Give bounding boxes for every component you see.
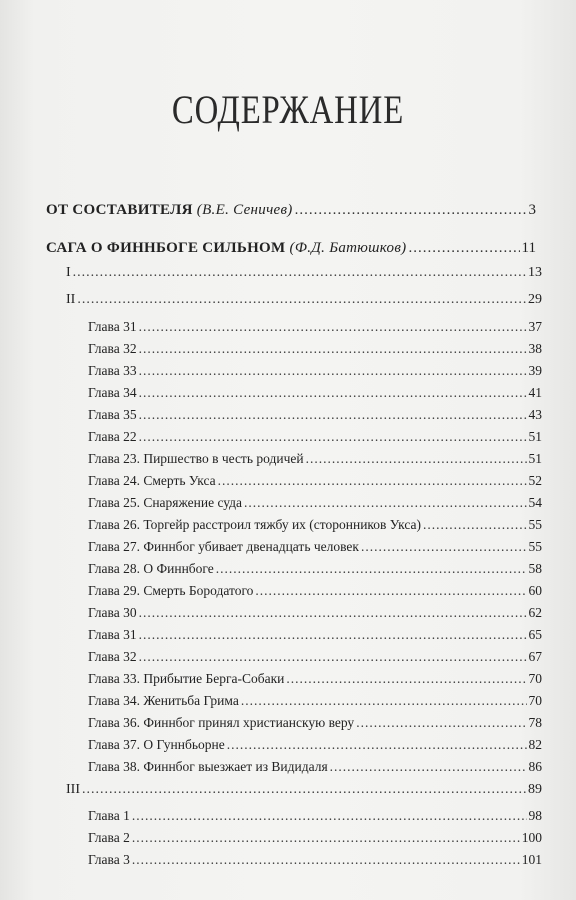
entry-label: Глава 38. Финнбог выезжает из Видидаля — [88, 759, 328, 774]
leader-dots — [139, 341, 527, 357]
toc-chapter[interactable] — [88, 852, 542, 868]
toc-chapter[interactable] — [88, 429, 542, 445]
entry-label: Глава 34 — [88, 385, 137, 400]
leader-dots — [139, 385, 527, 401]
page-number: 86 — [528, 759, 542, 774]
leader-dots — [227, 737, 527, 753]
leader-dots — [356, 715, 526, 731]
section-author: (Ф.Д. Батюшков) — [289, 240, 407, 256]
leader-dots — [139, 319, 527, 335]
page-number: 51 — [528, 429, 542, 444]
toc-chapter[interactable] — [88, 341, 542, 357]
page-number: 89 — [528, 782, 542, 797]
toc-chapter[interactable] — [88, 407, 542, 423]
entry-label: Глава 31 — [88, 627, 137, 642]
section-title: ОТ СОСТАВИТЕЛЯ — [46, 202, 193, 218]
entry-label: Глава 33. Прибытие Берга-Собаки — [88, 671, 285, 686]
leader-dots — [286, 671, 526, 687]
page-number: 43 — [528, 407, 542, 422]
page-number: 41 — [528, 385, 542, 400]
leader-dots — [255, 583, 526, 599]
toc-chapter[interactable] — [88, 605, 542, 621]
leader-dots — [306, 451, 527, 467]
toc-chapter[interactable] — [88, 561, 542, 577]
entry-label: Глава 32 — [88, 649, 137, 664]
toc-section-saga[interactable] — [46, 240, 536, 257]
leader-dots — [361, 539, 527, 555]
toc-chapter[interactable] — [88, 517, 542, 533]
leader-dots — [82, 782, 526, 798]
section-title: САГА О ФИННБОГЕ СИЛЬНОМ — [46, 240, 286, 256]
page-number: 37 — [528, 319, 542, 334]
leader-dots — [218, 473, 527, 489]
leader-dots — [77, 292, 526, 308]
toc-chapter[interactable] — [88, 473, 542, 489]
toc-chapter[interactable] — [88, 759, 542, 775]
entry-label: Глава 2 — [88, 830, 130, 845]
entry-label: III — [66, 782, 80, 797]
page-number: 70 — [528, 693, 542, 708]
entry-label: Глава 3 — [88, 852, 130, 867]
entry-label: Глава 37. О Гуннбьорне — [88, 737, 225, 752]
entry-label: Глава 34. Женитьба Грима — [88, 693, 239, 708]
entry-label: Глава 25. Снаряжение суда — [88, 495, 243, 510]
page-title: СОДЕРЖАНИЕ — [171, 87, 405, 132]
toc-chapter[interactable] — [88, 627, 542, 643]
page-number: 65 — [528, 627, 542, 642]
leader-dots — [244, 495, 526, 511]
entry-label: Глава 29. Смерть Бородатого — [88, 583, 254, 598]
page-number: 11 — [521, 240, 536, 256]
leader-dots — [139, 429, 527, 445]
page-number: 38 — [528, 341, 542, 356]
section-author: (В.Е. Сеничев) — [196, 202, 293, 218]
toc-chapter[interactable] — [88, 808, 542, 824]
leader-dots — [241, 693, 527, 709]
toc-chapter[interactable] — [88, 830, 542, 846]
leader-dots — [139, 649, 527, 665]
page-number: 60 — [528, 583, 542, 598]
page-number: 101 — [521, 852, 542, 867]
entry-label: Глава 33 — [88, 363, 137, 378]
entry-label: Глава 22 — [88, 429, 137, 444]
page-number: 29 — [528, 292, 542, 307]
page-number: 54 — [528, 495, 542, 510]
page-number: 55 — [528, 539, 542, 554]
entry-label: Глава 30 — [88, 605, 137, 620]
toc-section-compiler[interactable] — [46, 202, 536, 219]
leader-dots — [132, 852, 520, 868]
toc-chapter[interactable] — [88, 385, 542, 401]
toc-chapter[interactable] — [88, 715, 542, 731]
page-number: 78 — [528, 715, 542, 730]
entry-label: Глава 24. Смерть Укса — [88, 473, 216, 488]
page-number: 13 — [528, 265, 542, 280]
page-number: 62 — [528, 605, 542, 620]
page-number: 70 — [528, 671, 542, 686]
toc-chapter[interactable] — [88, 649, 542, 665]
toc-part-3[interactable] — [66, 782, 542, 798]
leader-dots — [216, 561, 527, 577]
page-number: 52 — [528, 473, 542, 488]
page-number: 82 — [528, 737, 542, 752]
leader-dots — [139, 605, 527, 621]
entry-label: Глава 27. Финнбог убивает двенадцать человек — [88, 539, 359, 554]
toc-chapter[interactable] — [88, 495, 542, 511]
toc-chapter[interactable] — [88, 583, 542, 599]
entry-label: Глава 1 — [88, 808, 130, 823]
leader-dots — [132, 808, 527, 824]
leader-dots — [73, 265, 526, 281]
toc-chapter[interactable] — [88, 363, 542, 379]
toc-chapter[interactable] — [88, 737, 542, 753]
leader-dots — [423, 517, 526, 533]
entry-label: Глава 36. Финнбог принял христианскую веру — [88, 715, 355, 730]
leader-dots — [330, 759, 527, 775]
entry-label: II — [66, 292, 76, 307]
leader-dots — [139, 363, 527, 379]
page-number: 98 — [528, 808, 542, 823]
entry-label: Глава 32 — [88, 341, 137, 356]
leader-dots — [139, 627, 527, 643]
entry-label: I — [66, 265, 71, 280]
leader-dots — [408, 240, 519, 257]
toc-chapter[interactable] — [88, 671, 542, 687]
toc-part-2[interactable] — [66, 292, 542, 308]
leader-dots — [139, 407, 527, 423]
entry-label: Глава 26. Торгейр расстроил тяжбу их (сторонников Укса) — [88, 517, 422, 532]
toc-chapter[interactable] — [88, 539, 542, 555]
page-number: 100 — [521, 830, 542, 845]
leader-dots — [132, 830, 520, 846]
page-number: 67 — [528, 649, 542, 664]
toc-part-1[interactable] — [66, 265, 542, 281]
toc-chapter[interactable] — [88, 319, 542, 335]
entry-label: Глава 23. Пиршество в честь родичей — [88, 451, 304, 466]
toc-chapter[interactable] — [88, 451, 542, 467]
entry-label: Глава 28. О Финнбоге — [88, 561, 214, 576]
page-number: 55 — [528, 517, 542, 532]
toc-chapter[interactable] — [88, 693, 542, 709]
page-number: 39 — [528, 363, 542, 378]
leader-dots — [295, 202, 527, 219]
entry-label: Глава 35 — [88, 407, 137, 422]
entry-label: Глава 31 — [88, 319, 137, 334]
page-number: 3 — [528, 202, 536, 218]
page-number: 51 — [528, 451, 542, 466]
page-number: 58 — [528, 561, 542, 576]
